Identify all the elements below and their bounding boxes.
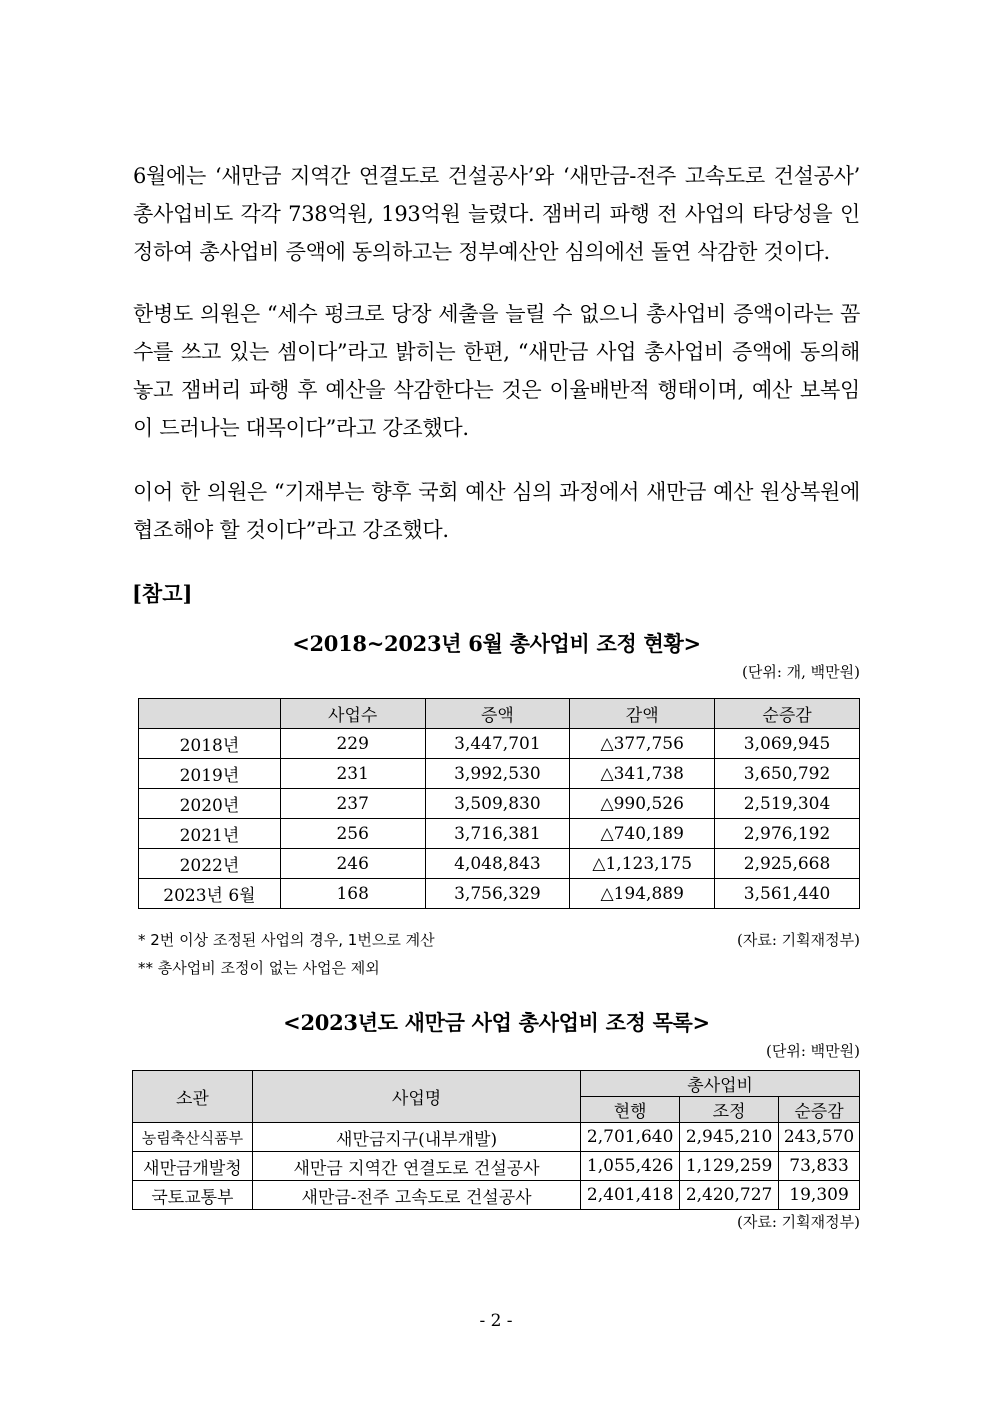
table-cell: 2021년 (139, 819, 281, 849)
table-cell: 229 (280, 729, 425, 759)
table-cell: 3,756,329 (425, 879, 570, 909)
table-cell: 2019년 (139, 759, 281, 789)
table-cell: 256 (280, 819, 425, 849)
paragraph-1: 6월에는 ‘새만금 지역간 연결도로 건설공사’와 ‘새만금-전주 고속도로 건설공사’ 총사업비도 각각 738억원, 193억원 늘렸다. 잼버리 파행 전 사업의 타당성을 인정하여 총사업비 증액에 동의하고는 정부예산안 심의에선 돌연 삭감한 것이다. (133, 164, 860, 264)
table-cell: 새만금지구(내부개발) (252, 1123, 580, 1152)
page-number: - 2 - (479, 1311, 513, 1331)
table-cell: 3,561,440 (715, 879, 860, 909)
table-cell: 2,401,418 (581, 1181, 680, 1210)
table-cell: 237 (280, 789, 425, 819)
table1-header-cell: 감액 (570, 699, 715, 729)
paragraph-2: 한병도 의원은 “세수 펑크로 당장 세출을 늘릴 수 없으니 총사업비 증액이라는 꼼수를 쓰고 있는 셈이다”라고 밝히는 한편, “새만금 사업 총사업비 증액에 동의해놓고 잼버리 파행 후 예산을 삭감한다는 것은 이율배반적 행태이며, 예산 보복임이 드러나는 대목이다”라고 강조했다. (133, 302, 860, 440)
paragraph-3: 이어 한 의원은 “기재부는 향후 국회 예산 심의 과정에서 새만금 예산 원상복원에 협조해야 할 것이다”라고 강조했다. (133, 480, 860, 542)
table-cell: 3,509,830 (425, 789, 570, 819)
saemangeum-project-table (132, 1070, 860, 1210)
table-row (139, 879, 860, 909)
table-cell: 1,055,426 (581, 1152, 680, 1181)
table-cell: 새만금-전주 고속도로 건설공사 (252, 1181, 580, 1210)
table-cell: 3,069,945 (715, 729, 860, 759)
table2-header-total-cost: 총사업비 (581, 1071, 860, 1097)
table-cell: △341,738 (570, 759, 715, 789)
table-cell: 3,650,792 (715, 759, 860, 789)
table-cell: 3,716,381 (425, 819, 570, 849)
table1-note-1: * 2번 이상 조정된 사업의 경우, 1번으로 계산 (138, 931, 435, 949)
table-cell: 231 (280, 759, 425, 789)
table2-header-row (133, 1071, 860, 1097)
table-cell: 168 (280, 879, 425, 909)
table1-header-row (139, 699, 860, 729)
table2-title: <2023년도 새만금 사업 총사업비 조정 목록> (283, 1010, 710, 1035)
table-row (139, 819, 860, 849)
table-cell: 2018년 (139, 729, 281, 759)
adjustment-status-table (138, 698, 860, 909)
table-cell: 4,048,843 (425, 849, 570, 879)
table-row (133, 1123, 860, 1152)
table-row (133, 1152, 860, 1181)
table1-header-cell (139, 699, 281, 729)
table1-header-cell: 사업수 (280, 699, 425, 729)
table-cell: △1,123,175 (570, 849, 715, 879)
table-row (139, 789, 860, 819)
table2-subheader-cell: 현행 (581, 1097, 680, 1123)
table-cell: 246 (280, 849, 425, 879)
table-cell: 새만금개발청 (133, 1152, 253, 1181)
table-cell: 73,833 (779, 1152, 860, 1181)
table-cell: 2,945,210 (680, 1123, 779, 1152)
table-cell: △194,889 (570, 879, 715, 909)
table-cell: 농림축산식품부 (133, 1123, 253, 1152)
table2-subheader-cell: 순증감 (779, 1097, 860, 1123)
table-cell: 3,992,530 (425, 759, 570, 789)
table1-note-2: ** 총사업비 조정이 없는 사업은 제외 (138, 959, 380, 977)
table-cell: 243,570 (779, 1123, 860, 1152)
table-cell: 2022년 (139, 849, 281, 879)
table2-subheader-cell: 조정 (680, 1097, 779, 1123)
table-cell: △740,189 (570, 819, 715, 849)
table-cell: △990,526 (570, 789, 715, 819)
reference-label: [참고] (132, 581, 193, 606)
table-cell: △377,756 (570, 729, 715, 759)
table-cell: 2,925,668 (715, 849, 860, 879)
table1-unit: (단위: 개, 백만원) (741, 663, 860, 681)
table-cell: 2,420,727 (680, 1181, 779, 1210)
table-cell: 국토교통부 (133, 1181, 253, 1210)
table-cell: 1,129,259 (680, 1152, 779, 1181)
table-cell: 새만금 지역간 연결도로 건설공사 (252, 1152, 580, 1181)
table1-source: (자료: 기획재정부) (737, 931, 860, 949)
table2-header-project: 사업명 (252, 1071, 580, 1123)
table2-source: (자료: 기획재정부) (737, 1213, 860, 1231)
table-row (139, 729, 860, 759)
table-row (139, 849, 860, 879)
table2-header-ministry: 소관 (133, 1071, 253, 1123)
table1-title: <2018~2023년 6월 총사업비 조정 현황> (292, 631, 701, 656)
table1-header-cell: 증액 (425, 699, 570, 729)
table-row (133, 1181, 860, 1210)
table-cell: 2,701,640 (581, 1123, 680, 1152)
table-cell: 19,309 (779, 1181, 860, 1210)
table2-unit: (단위: 백만원) (766, 1042, 860, 1060)
table-row (139, 759, 860, 789)
table-cell: 2020년 (139, 789, 281, 819)
table1-header-cell: 순증감 (715, 699, 860, 729)
table-cell: 2023년 6월 (139, 879, 281, 909)
table-cell: 3,447,701 (425, 729, 570, 759)
table-cell: 2,519,304 (715, 789, 860, 819)
table-cell: 2,976,192 (715, 819, 860, 849)
